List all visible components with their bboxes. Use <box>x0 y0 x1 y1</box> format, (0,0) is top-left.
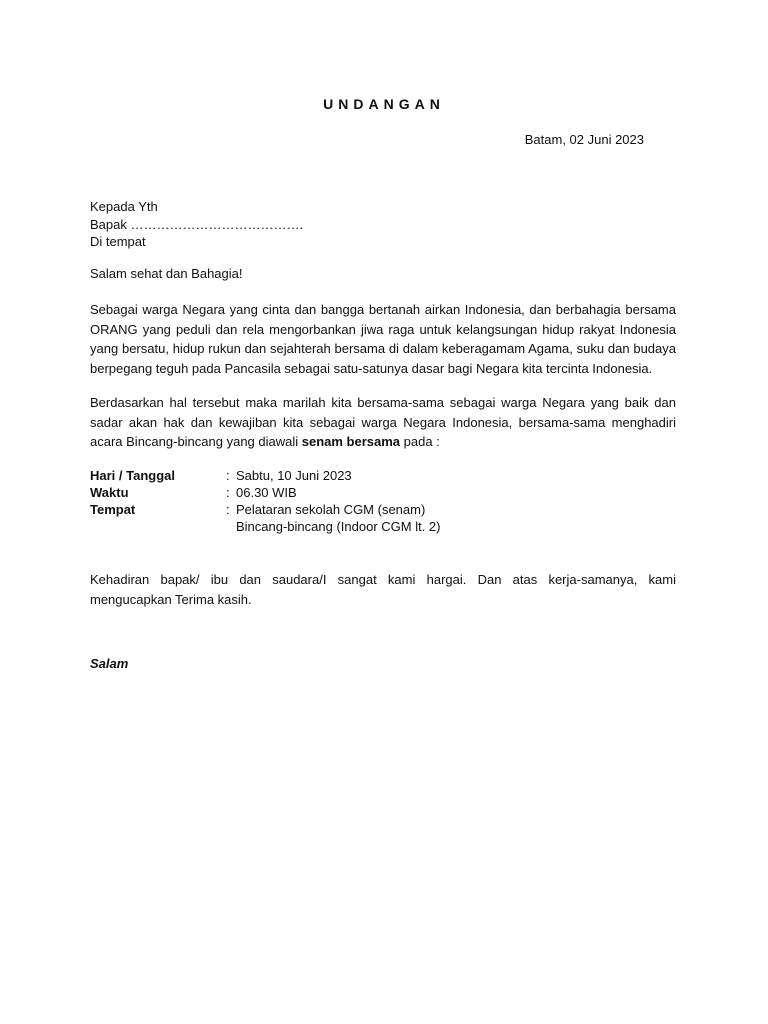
detail-value: Sabtu, 10 Juni 2023 <box>236 468 352 483</box>
paragraph-intro: Sebagai warga Negara yang cinta dan bangga bertanah airkan Indonesia, dan berbahagia bersama ORANG yang peduli dan rela mengorbankan jiwa raga untuk kelangsungan hidup rakyat Indonesia yang bersatu, hidup rukun dan sejahterah bersama di dalam keberagamam Agama, suku dan budaya berpegang teguh pada Pancasila sebagai satu-satunya dasar bagi Negara kita tercinta Indonesia. <box>90 302 676 376</box>
paragraph-closing: Kehadiran bapak/ ibu dan saudara/I sangat kami hargai. Dan atas kerja-samanya, kami mengucapkan Terima kasih. <box>90 572 676 607</box>
recipient-line: Bapak …………………………………. <box>90 216 304 232</box>
detail-row-place <box>90 501 440 518</box>
detail-colon: : <box>226 468 230 483</box>
recipient-line: Kepada Yth <box>90 199 158 214</box>
recipient-line: Di tempat <box>90 234 146 249</box>
place-date: Batam, 02 Juni 2023 <box>524 132 644 147</box>
paragraph-invitation-text: Berdasarkan hal tersebut maka marilah kita bersama-sama sebagai warga Negara yang baik dan sadar akan hak dan kewajiban kita sebagai warga Negara Indonesia, bersama-sama menghadiri acara Bincang-bincang yang diawali <box>90 395 676 449</box>
detail-label: Waktu <box>90 485 129 500</box>
event-details <box>90 467 440 535</box>
detail-colon: : <box>226 502 230 517</box>
paragraph-invitation-bold: senam bersama <box>301 434 401 449</box>
paragraph-invitation-tail: pada : <box>400 434 440 449</box>
document-title: UNDANGAN <box>323 96 445 112</box>
paragraph-invitation <box>90 393 676 452</box>
greeting: Salam sehat dan Bahagia! <box>90 266 243 281</box>
detail-label: Hari / Tanggal <box>90 468 175 483</box>
recipient-block <box>90 198 303 251</box>
detail-colon: : <box>226 485 230 500</box>
closing-salutation: Salam <box>90 656 129 671</box>
detail-value: 06.30 WIB <box>236 485 297 500</box>
detail-value: Pelataran sekolah CGM (senam) <box>236 502 426 517</box>
detail-row-day <box>90 467 440 484</box>
detail-row-time <box>90 484 440 501</box>
detail-label: Tempat <box>90 502 136 517</box>
detail-value-continued: Bincang-bincang (Indoor CGM lt. 2) <box>236 519 441 534</box>
